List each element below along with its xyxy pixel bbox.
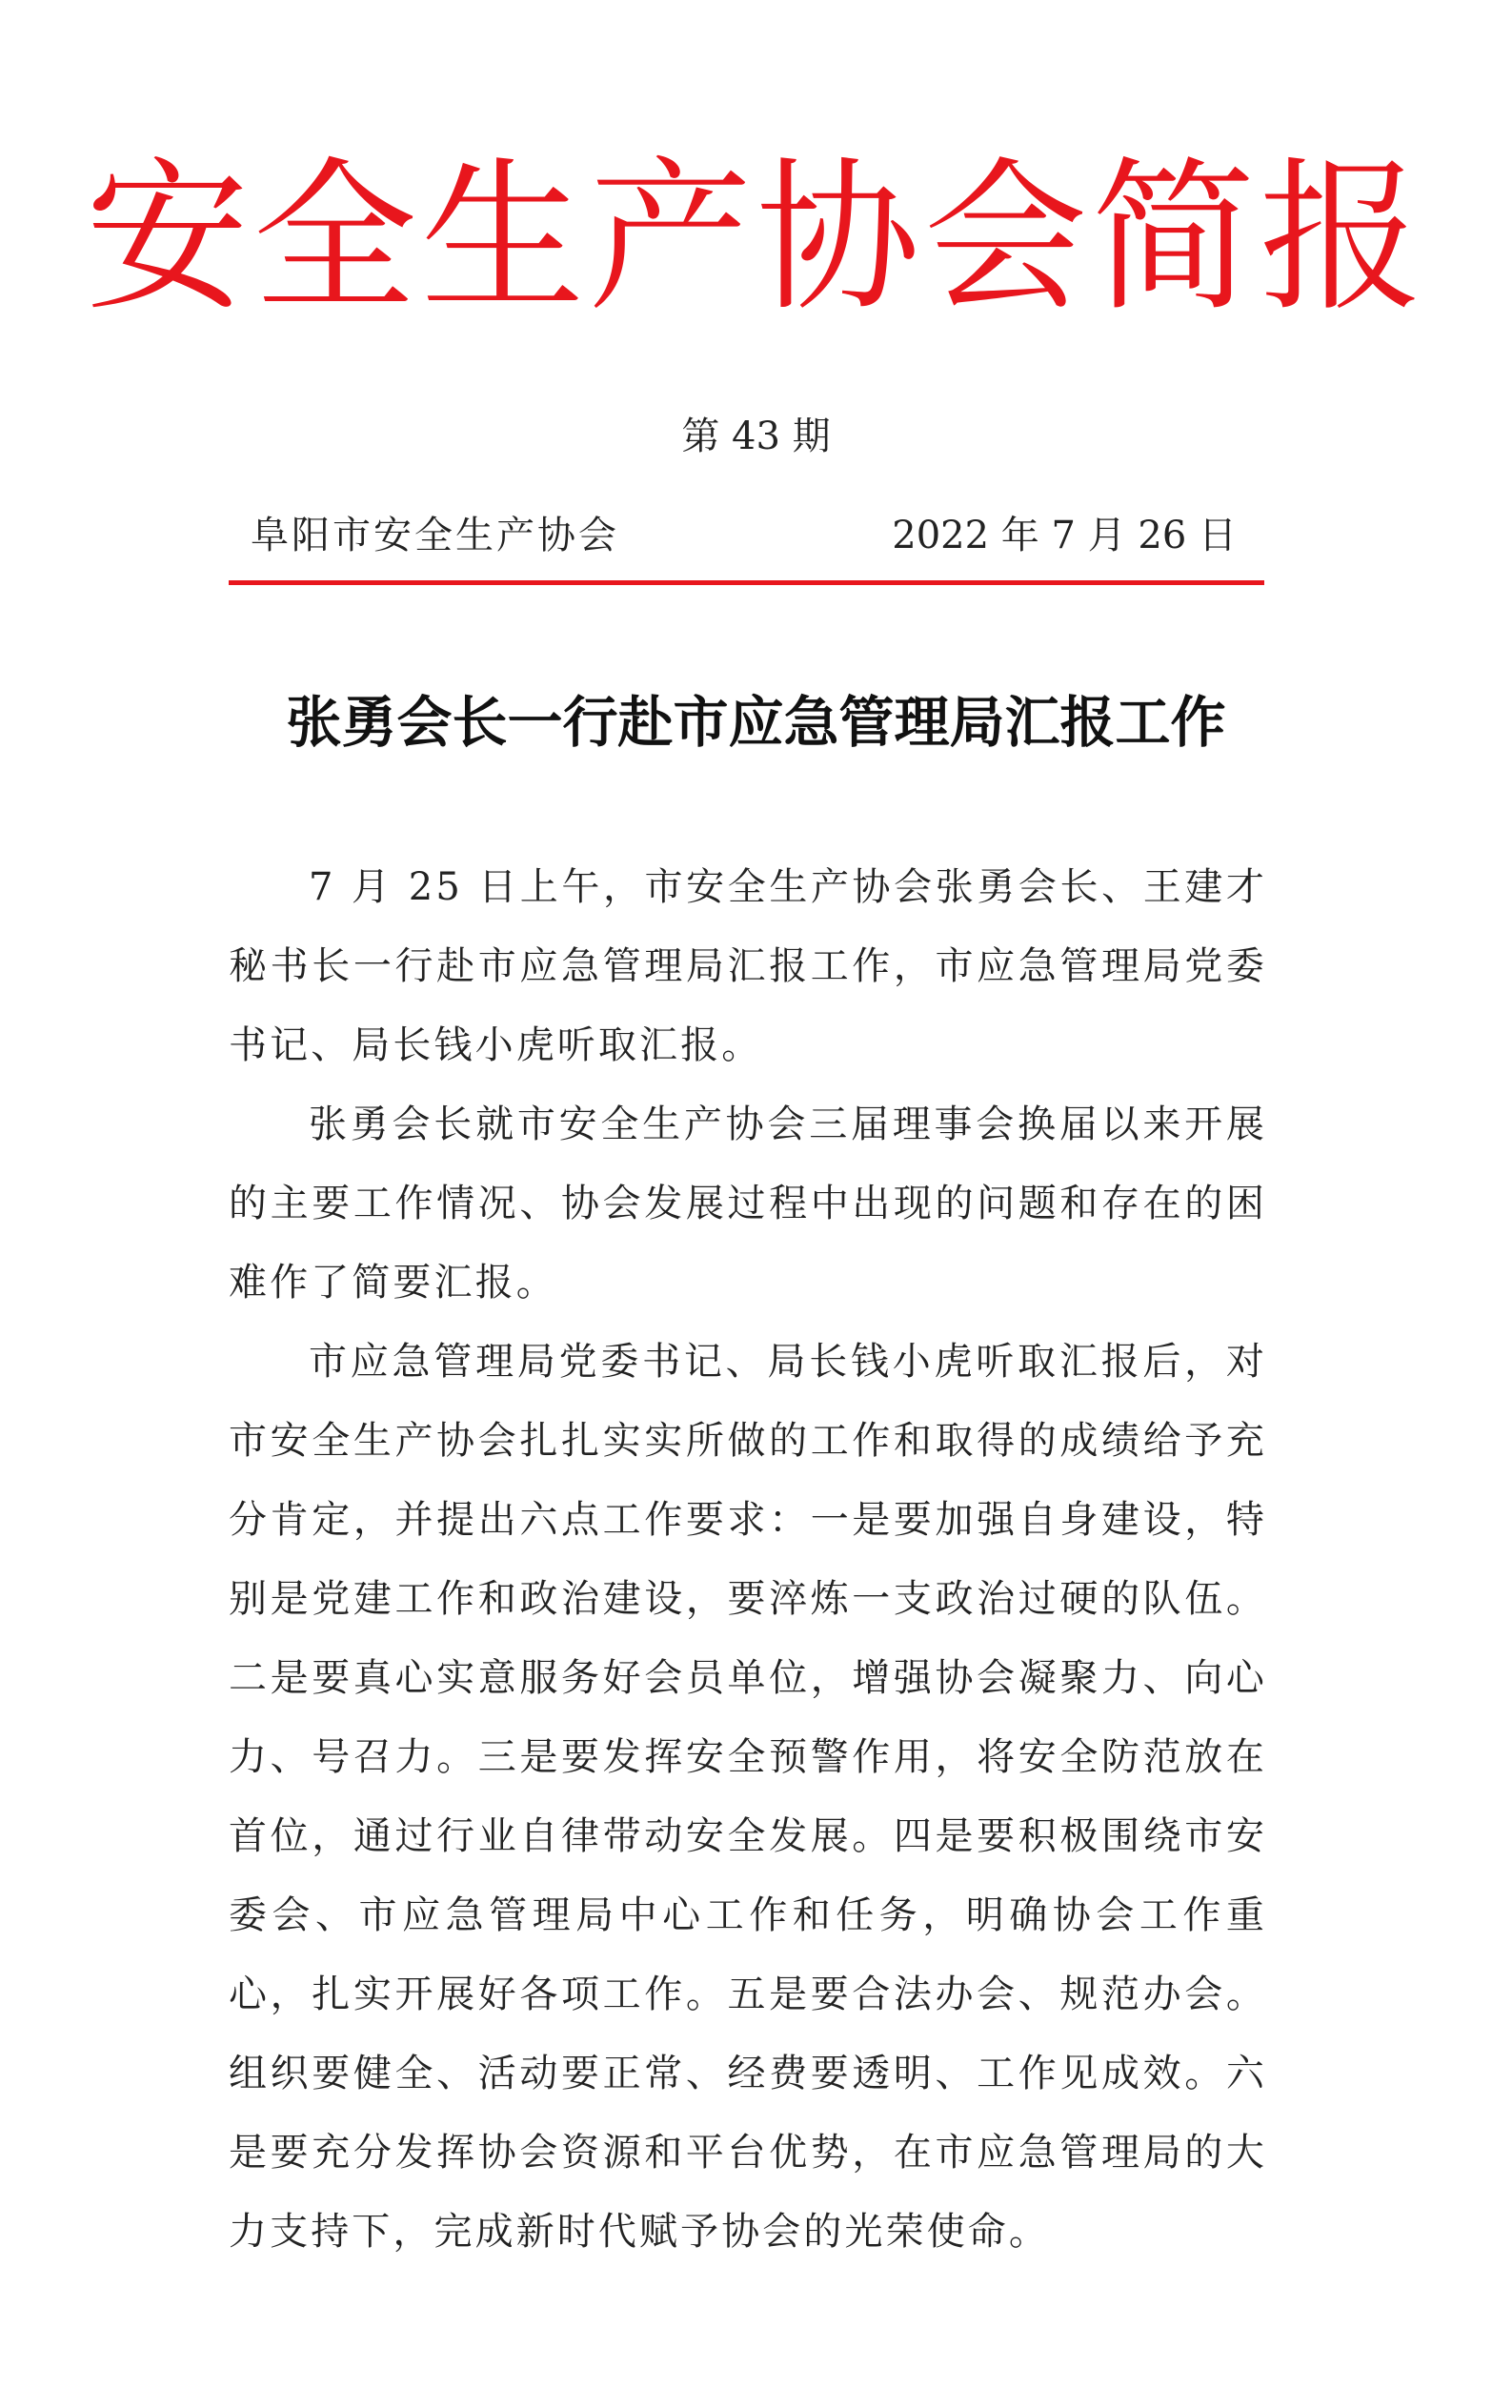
red-divider-rule	[229, 580, 1264, 585]
issue-number: 第 43 期	[681, 415, 831, 458]
publisher-name: 阜阳市安全生产协会	[251, 514, 619, 557]
article-headline: 张勇会长一行赴市应急管理局汇报工作	[286, 690, 1226, 755]
masthead-title: 安全生产协会简报	[85, 142, 1427, 334]
article-body	[229, 848, 1267, 2272]
article-paragraph-1: 7 月 25 日上午，市安全生产协会张勇会长、王建才秘书长一行赴市应急管理局汇报工作，市应急管理局党委书记、局长钱小虎听取汇报。	[229, 865, 1267, 1067]
article-paragraph-3: 市应急管理局党委书记、局长钱小虎听取汇报后，对市安全生产协会扎扎实实所做的工作和取得的成绩给予充分肯定，并提出六点工作要求：一是要加强自身建设，特别是党建工作和政治建设，要淬炼一支政治过硬的队伍。二是要真心实意服务好会员单位，增强协会凝聚力、向心力、号召力。三是要发挥安全预警作用，将安全防范放在首位，通过行业自律带动安全发展。四是要积极围绕市安委会、市应急管理局中心工作和任务，明确协会工作重心，扎实开展好各项工作。五是要合法办会、规范办会。组织要健全、活动要正常、经费要透明、工作见成效。六是要充分发挥协会资源和平台优势，在市应急管理局的大力支持下，完成新时代赋予协会的光荣使命。	[229, 1340, 1267, 2254]
article-paragraph-2: 张勇会长就市安全生产协会三届理事会换届以来开展的主要工作情况、协会发展过程中出现的问题和存在的困难作了简要汇报。	[229, 1103, 1267, 1305]
publication-info-row	[251, 509, 1237, 562]
publication-date: 2022 年 7 月 26 日	[892, 514, 1237, 557]
